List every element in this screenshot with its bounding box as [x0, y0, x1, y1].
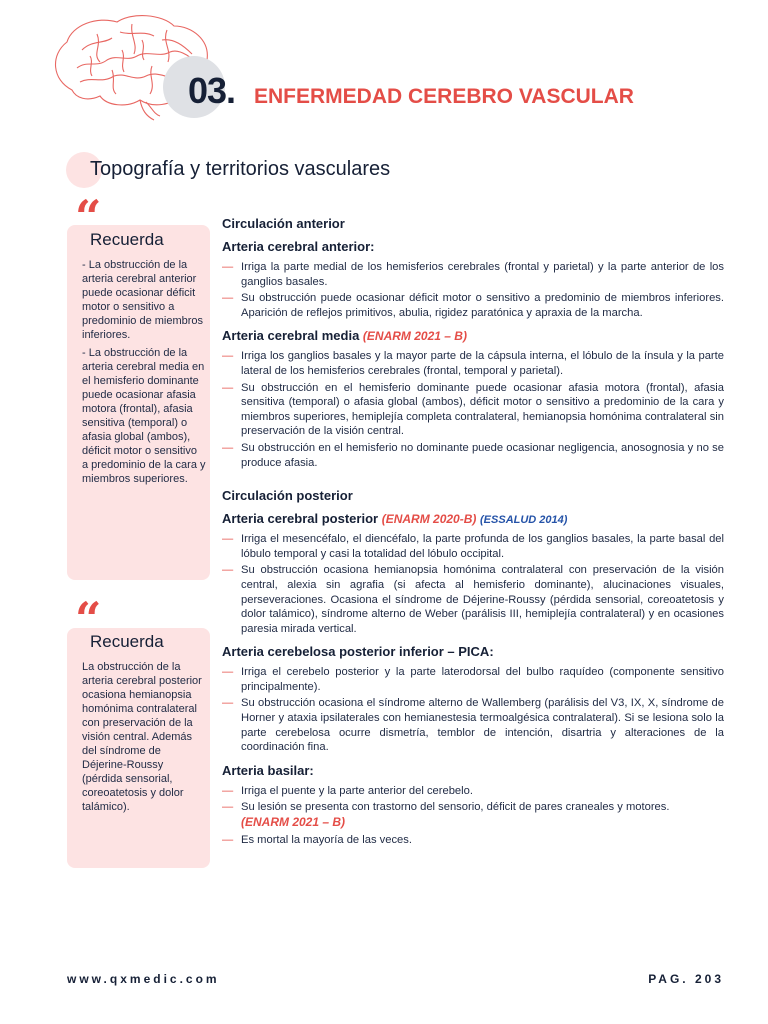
pca-list	[222, 532, 724, 636]
main-content	[222, 216, 724, 855]
recuerda-paragraph: - La obstrucción de la arteria cerebral anterior puede ocasionar déficit motor o sensitivo a predominio de miembros inferiores.	[82, 259, 204, 341]
basilar-list	[222, 784, 724, 847]
chapter-title: ENFERMEDAD CEREBRO VASCULAR	[254, 85, 634, 108]
list-item	[222, 696, 724, 754]
exam-reference-blue: (ESSALUD 2014)	[480, 514, 568, 527]
circulation-posterior-heading: Circulación posterior	[222, 488, 353, 504]
mca-title	[222, 328, 724, 343]
basilar-title-text: Arteria basilar:	[222, 762, 314, 778]
list-item	[222, 291, 724, 320]
quote-mark-icon: “	[75, 190, 102, 244]
list-item-text: Su lesión se presenta con trastorno del sensorio, déficit de pares craneales y motores.	[241, 801, 670, 814]
list-item	[222, 349, 724, 378]
dash-bullet: —	[222, 533, 234, 546]
list-item-text: Irriga el puente y la parte anterior del cerebelo.	[241, 784, 473, 797]
list-item-text: Su obstrucción ocasiona hemianopsia homónima contralateral con preservación de la visión central, alexia sin agrafia (si afecta al hemisferio dominante), alucinaciones visuales, perseveraciones. Ocasiona el síndrome de Déjerine-Roussy (pérdida sensorial, coreoatetosis y dolor talámico), síndrome alterno de Weber (parálisis III, hemiplejía contralateral) y en ocasiones paresia mirada vertical.	[241, 564, 724, 635]
list-item-text: Su obstrucción ocasiona el síndrome alterno de Wallemberg (parálisis del V3, IX, X, síndrome de Horner y ataxia ipsilaterales con hemianestesia termoalgésica contralateral). Si se lesiona solo la parte cerebelosa ocurre dismetría, temblor de intención, disartria y alteraciones de la coordinación fina.	[241, 697, 724, 754]
list-item	[222, 833, 724, 848]
list-item	[222, 532, 724, 561]
recuerda-title-1: Recuerda	[90, 230, 164, 249]
dash-bullet: —	[222, 381, 234, 394]
list-item	[222, 800, 724, 830]
list-item	[222, 563, 724, 636]
dash-bullet: —	[222, 292, 234, 305]
mca-title-text: Arteria cerebral media	[222, 328, 360, 344]
dash-bullet: —	[222, 350, 234, 363]
list-item-text: Su obstrucción en el hemisferio no dominante puede ocasionar negligencia, anosognosia y no se produce afasia.	[241, 441, 724, 469]
exam-reference: (ENARM 2021 – B)	[362, 329, 467, 344]
dash-bullet: —	[222, 441, 234, 454]
recuerda-paragraph: La obstrucción de la arteria cerebral posterior ocasiona hemianopsia homónima contralateral con preservación de la visión central. Además del síndrome de Déjerine-Roussy (pérdida sensorial, coreoatetosis y dolor talámico).	[82, 661, 202, 813]
list-item	[222, 260, 724, 289]
recuerda-text-1	[82, 258, 206, 490]
list-item-text: Su obstrucción en el hemisferio dominante puede ocasionar afasia motora (frontal), afasia sensitiva (temporal) o afasia global (ambos), déficit motor o sensitivo a predominio de la cara y miembros superiores, hemiplejía completa contralateral, hemianopsia homónima contralateral sin preservación de la visión central.	[241, 381, 724, 438]
exam-reference: (ENARM 2021 – B)	[241, 815, 346, 830]
aca-list	[222, 260, 724, 320]
pca-title	[222, 511, 724, 526]
list-item	[222, 441, 724, 470]
list-item-text: Irriga la parte medial de los hemisferios cerebrales (frontal y parietal) y la parte anterior de los ganglios basales.	[241, 261, 724, 288]
pca-title-text: Arteria cerebral posterior	[222, 511, 379, 527]
footer-page-number: PAG. 203	[648, 972, 724, 986]
dash-bullet: —	[222, 784, 234, 797]
pica-list	[222, 665, 724, 755]
list-item-text: Irriga el cerebelo posterior y la parte laterodorsal del bulbo raquídeo (componente sensitivo principalmente).	[241, 666, 724, 693]
recuerda-title-2: Recuerda	[90, 632, 164, 651]
dash-bullet: —	[222, 801, 234, 814]
dash-bullet: —	[222, 833, 234, 846]
circulation-anterior-heading: Circulación anterior	[222, 216, 345, 231]
list-item	[222, 784, 724, 799]
list-item-text: Irriga los ganglios basales y la mayor parte de la cápsula interna, el lóbulo de la ínsula y la parte lateral de los hemisferios cerebrales (frontal, temporal y parietal).	[241, 350, 724, 377]
list-item-text: Es mortal la mayoría de las veces.	[241, 833, 412, 846]
dash-bullet: —	[222, 564, 234, 577]
basilar-title	[222, 763, 724, 778]
dash-bullet: —	[222, 697, 234, 710]
pica-title	[222, 644, 724, 659]
aca-title-text: Arteria cerebral anterior:	[222, 239, 375, 254]
recuerda-text-2	[82, 660, 206, 818]
dash-bullet: —	[222, 666, 234, 679]
pica-title-text: Arteria cerebelosa posterior inferior – PICA:	[222, 644, 494, 660]
chapter-number: 03.	[188, 70, 236, 111]
list-item	[222, 665, 724, 694]
aca-title	[222, 239, 724, 254]
list-item-text: Su obstrucción puede ocasionar déficit motor o sensitivo a predominio de miembros inferiores. Aparición de reflejos primitivos, abulia, rigidez paratónica y apraxia de la marcha.	[241, 292, 724, 319]
mca-list	[222, 349, 724, 470]
dash-bullet: —	[222, 261, 234, 273]
list-item	[222, 381, 724, 439]
exam-reference: (ENARM 2020-B)	[381, 512, 477, 527]
recuerda-paragraph: - La obstrucción de la arteria cerebral media en el hemisferio dominante puede ocasionar afasia motora (frontal), afasia sensitiva (temporal) o afasia global (ambos), déficit motor o sensitivo a predominio de la cara y miembros superiores.	[82, 347, 206, 485]
list-item-text: Irriga el mesencéfalo, el diencéfalo, la parte profunda de los ganglios basales, la parte basal del lóbulo temporal y casi la totalidad del lóbulo occipital.	[241, 533, 724, 560]
section-title: Topografía y territorios vasculares	[90, 158, 391, 180]
footer-website: www.qxmedic.com	[67, 972, 220, 986]
quote-mark-icon: “	[75, 592, 102, 646]
